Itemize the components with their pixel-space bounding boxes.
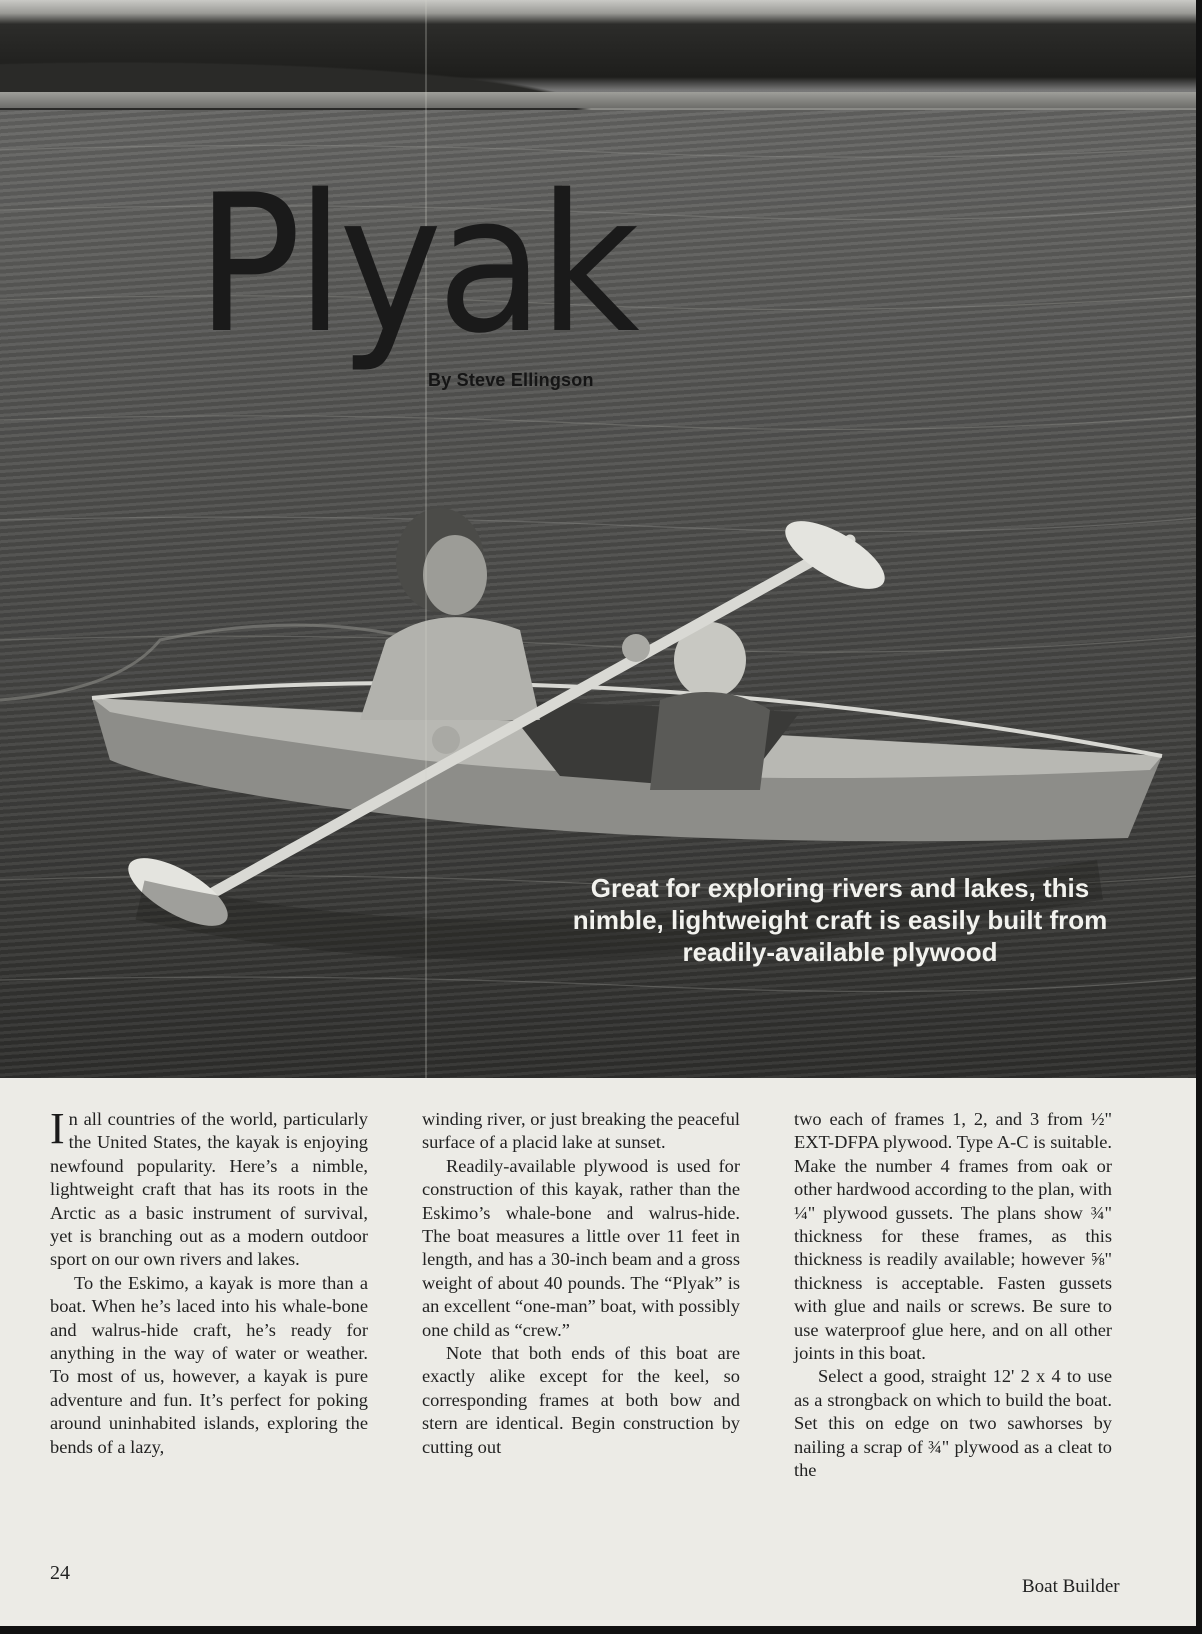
paragraph [50,1104,368,1272]
paragraph: two each of frames 1, 2, and 3 from ½" EXT-DFPA plywood. Type A-C is suitable. Make the number 4 frames from oak or other hardwood according to the plan, with ¼" plywood gussets. The plans show ¾" thickness for these frames, as this thickness is readily available; however ⅝" thickness is acceptable. Fasten gussets with glue and nails or screws. Be sure to use waterproof glue here, and on all other joints in this boat. [794,1109,1112,1364]
paragraph: winding river, or just breaking the peaceful surface of a placid lake at sunset. [422,1109,740,1153]
column-1 [50,1104,368,1459]
article-title: Plyak [196,154,635,375]
article-body [50,1104,1130,1508]
paragraph: Readily-available plywood is used for construction of this kayak, rather than the Eskimo’s whale-bone and walrus-hide. The boat measures a little over 11 feet in length, and has a 30-inch beam and a gross weight of about 40 pounds. The “Plyak” is an excellent “one-man” boat, with possibly one child as “crew.” [422,1155,740,1340]
paragraph: Select a good, straight 12' 2 x 4 to use as a strongback on which to build the boat. Set this on edge on two sawhorses by nailing a scrap of ¾" plywood as a cleat to the [794,1366,1112,1481]
paragraph-text: n all countries of the world, particularly the United States, the kayak is enjoying newfound popularity. Here’s a nimble, lightweight craft that has its roots in the Arctic as a basic instrument of survival, yet is branching out as a modern outdoor sport on our own rivers and lakes. [50,1109,368,1270]
page-number: 24 [50,1562,70,1584]
column-2 [422,1108,740,1459]
article-deck: Great for exploring rivers and lakes, this nimble, lightweight craft is easily built from readily-available plywood [572,873,1108,967]
magazine-name: Boat Builder [1022,1576,1120,1597]
column-3 [794,1108,1112,1483]
drop-cap: I [50,1104,65,1153]
paragraph: Note that both ends of this boat are exactly alike except for the keel, so corresponding frames at both bow and stern are identical. Begin construction by cutting out [422,1343,740,1457]
article-byline: By Steve Ellingson [428,370,594,390]
paragraph: To the Eskimo, a kayak is more than a boat. When he’s laced into his whale-bone and walrus-hide craft, he’s ready for anything in the way of water or weather. To most of us, however, a kayak is pure adventure and fun. It’s perfect for poking around uninhabited islands, exploring the bends of a lazy, [50,1272,368,1457]
